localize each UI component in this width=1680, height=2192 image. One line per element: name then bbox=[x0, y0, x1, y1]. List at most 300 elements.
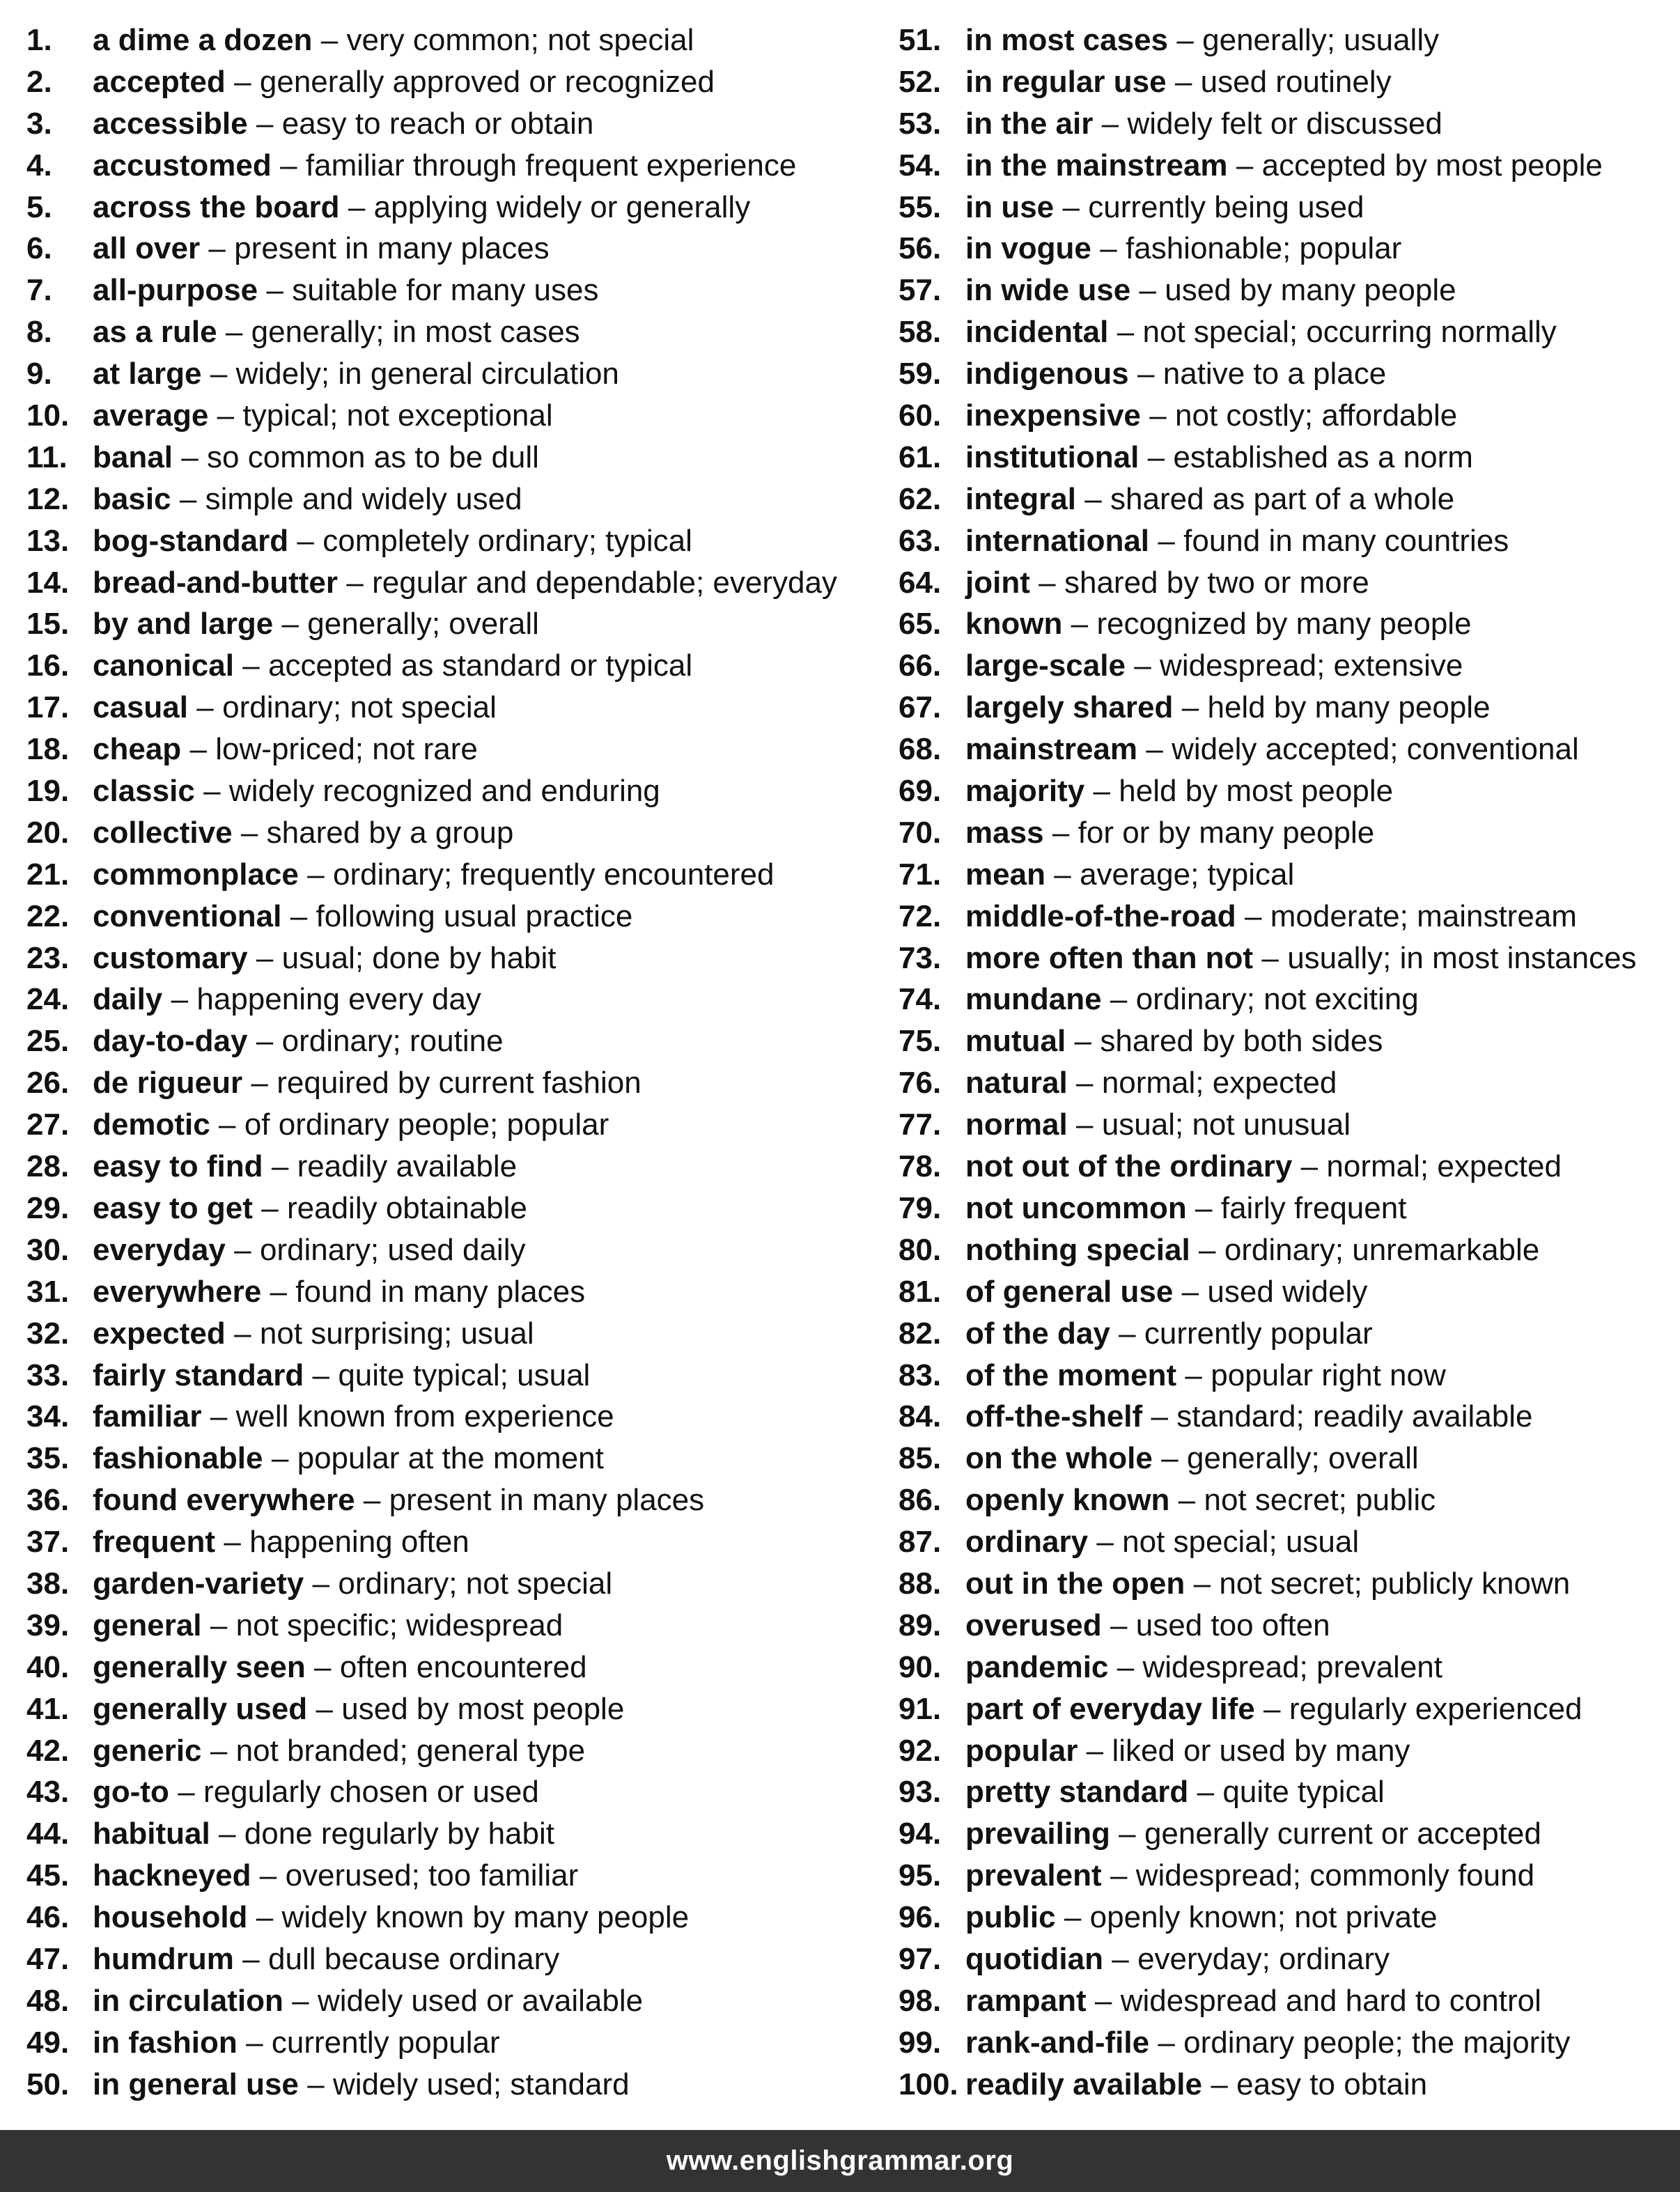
list-item bbox=[26, 1688, 883, 1730]
list-item bbox=[899, 1647, 1672, 1688]
item-number: 26. bbox=[26, 1066, 70, 1101]
item-dash: – bbox=[1195, 1190, 1213, 1225]
item-term: at large bbox=[93, 357, 202, 391]
list-item bbox=[899, 20, 1672, 61]
list-item bbox=[26, 1188, 883, 1229]
item-term: in general use bbox=[93, 2067, 299, 2101]
item-term: demotic bbox=[93, 1107, 210, 1142]
list-item bbox=[899, 1813, 1672, 1855]
list-item bbox=[899, 1396, 1672, 1438]
item-number: 15. bbox=[26, 607, 70, 642]
item-term: expected bbox=[93, 1316, 226, 1351]
item-definition: often encountered bbox=[339, 1649, 587, 1684]
list-item bbox=[26, 729, 883, 770]
item-term: in regular use bbox=[965, 64, 1167, 99]
item-dash: – bbox=[1151, 1399, 1168, 1434]
item-definition: so common as to be dull bbox=[207, 440, 539, 474]
item-term: de rigueur bbox=[93, 1066, 243, 1101]
item-definition: completely ordinary; typical bbox=[322, 523, 692, 558]
list-item bbox=[26, 1271, 883, 1313]
item-term: mutual bbox=[965, 1024, 1066, 1059]
item-number: 77. bbox=[899, 1107, 942, 1142]
list-item bbox=[899, 479, 1672, 520]
item-number: 60. bbox=[899, 398, 942, 433]
item-term: large-scale bbox=[965, 648, 1126, 683]
item-number: 79. bbox=[899, 1190, 942, 1225]
list-column-left bbox=[26, 20, 883, 2106]
item-dash: – bbox=[312, 1566, 330, 1601]
item-definition: widely recognized and enduring bbox=[228, 774, 660, 809]
item-dash: – bbox=[1146, 732, 1163, 767]
item-dash: – bbox=[346, 565, 364, 600]
item-term: general bbox=[93, 1608, 202, 1642]
item-number: 27. bbox=[26, 1107, 70, 1142]
item-definition: quite typical; usual bbox=[338, 1358, 591, 1392]
list-item bbox=[26, 562, 883, 604]
item-term: easy to get bbox=[93, 1190, 253, 1225]
item-number: 32. bbox=[26, 1316, 70, 1351]
item-term: basic bbox=[93, 481, 171, 516]
list-item bbox=[26, 145, 883, 187]
item-number: 12. bbox=[26, 481, 70, 516]
item-dash: – bbox=[1110, 1858, 1128, 1893]
item-term: household bbox=[93, 1900, 248, 1935]
item-term: commonplace bbox=[93, 857, 299, 892]
item-definition: ordinary; frequently encountered bbox=[332, 857, 775, 892]
item-term: incidental bbox=[965, 315, 1109, 350]
item-number: 24. bbox=[26, 982, 70, 1017]
item-definition: well known from experience bbox=[235, 1399, 614, 1434]
item-term: of the moment bbox=[965, 1358, 1177, 1392]
item-definition: generally; overall bbox=[307, 607, 539, 642]
footer-url[interactable]: www.englishgrammar.org bbox=[666, 2145, 1014, 2176]
item-term: rampant bbox=[965, 1983, 1087, 2018]
item-term: known bbox=[965, 607, 1063, 642]
item-dash: – bbox=[1076, 1066, 1094, 1101]
item-term: customary bbox=[93, 940, 248, 975]
item-number: 59. bbox=[899, 357, 942, 391]
item-definition: required by current fashion bbox=[277, 1066, 641, 1101]
item-definition: ordinary people; the majority bbox=[1183, 2025, 1571, 2060]
list-item bbox=[899, 1563, 1672, 1605]
item-number: 73. bbox=[899, 940, 942, 975]
item-dash: – bbox=[314, 1649, 332, 1684]
list-item bbox=[899, 812, 1672, 854]
item-definition: widespread and hard to control bbox=[1120, 1983, 1541, 2018]
item-number: 84. bbox=[899, 1399, 942, 1434]
item-term: openly known bbox=[965, 1483, 1170, 1518]
item-dash: – bbox=[1117, 315, 1135, 350]
list-item bbox=[899, 1271, 1672, 1313]
item-number: 44. bbox=[26, 1817, 70, 1851]
list-item bbox=[899, 103, 1672, 145]
item-dash: – bbox=[316, 1691, 333, 1726]
item-dash: – bbox=[196, 690, 214, 725]
item-number: 43. bbox=[26, 1775, 70, 1810]
item-definition: standard; readily available bbox=[1176, 1399, 1533, 1434]
list-item bbox=[26, 645, 883, 687]
item-dash: – bbox=[271, 1441, 289, 1476]
item-number: 30. bbox=[26, 1232, 70, 1267]
list-item bbox=[26, 938, 883, 979]
list-item bbox=[26, 2022, 883, 2064]
item-number: 92. bbox=[899, 1733, 942, 1768]
item-dash: – bbox=[290, 899, 308, 933]
item-number: 11. bbox=[26, 440, 68, 474]
item-dash: – bbox=[242, 648, 260, 683]
item-definition: widely; in general circulation bbox=[235, 357, 619, 391]
item-term: casual bbox=[93, 690, 188, 725]
list-item bbox=[26, 1647, 883, 1688]
item-number: 41. bbox=[26, 1691, 70, 1726]
item-definition: regularly chosen or used bbox=[203, 1775, 539, 1810]
item-dash: – bbox=[181, 440, 199, 474]
item-number: 70. bbox=[899, 815, 942, 850]
item-term: mundane bbox=[965, 982, 1102, 1017]
item-definition: fashionable; popular bbox=[1126, 231, 1402, 266]
item-dash: – bbox=[256, 106, 274, 141]
item-definition: liked or used by many bbox=[1112, 1733, 1410, 1768]
item-term: middle-of-the-road bbox=[965, 899, 1236, 933]
item-definition: regularly experienced bbox=[1289, 1691, 1582, 1726]
list-item bbox=[26, 1938, 883, 1980]
item-number: 14. bbox=[26, 565, 70, 600]
item-term: mass bbox=[965, 815, 1044, 850]
list-item bbox=[899, 854, 1672, 896]
list-item bbox=[26, 1605, 883, 1647]
list-item bbox=[26, 1355, 883, 1397]
item-definition: following usual practice bbox=[316, 899, 633, 933]
item-dash: – bbox=[210, 1733, 228, 1768]
list-item bbox=[899, 729, 1672, 770]
item-term: out in the open bbox=[965, 1566, 1185, 1601]
item-dash: – bbox=[363, 1483, 381, 1518]
item-term: accustomed bbox=[93, 148, 272, 182]
item-term: in fashion bbox=[93, 2025, 238, 2060]
item-number: 85. bbox=[899, 1441, 942, 1476]
item-term: daily bbox=[93, 982, 163, 1017]
list-item bbox=[899, 603, 1672, 645]
item-number: 23. bbox=[26, 940, 70, 975]
item-definition: regular and dependable; everyday bbox=[372, 565, 837, 600]
item-definition: everyday; ordinary bbox=[1137, 1941, 1390, 1976]
item-number: 94. bbox=[899, 1817, 942, 1851]
item-term: frequent bbox=[93, 1525, 215, 1560]
item-dash: – bbox=[1052, 815, 1070, 850]
item-number: 51. bbox=[899, 23, 942, 57]
item-number: 74. bbox=[899, 982, 942, 1017]
list-item bbox=[26, 1521, 883, 1563]
item-definition: for or by many people bbox=[1078, 815, 1375, 850]
item-number: 48. bbox=[26, 1983, 70, 2018]
item-definition: not secret; publicly known bbox=[1219, 1566, 1571, 1601]
item-definition: not secret; public bbox=[1204, 1483, 1436, 1518]
item-number: 40. bbox=[26, 1649, 70, 1684]
item-number: 13. bbox=[26, 523, 70, 558]
item-definition: widely used; standard bbox=[333, 2067, 630, 2101]
item-dash: – bbox=[1197, 1775, 1215, 1810]
item-term: classic bbox=[93, 774, 195, 809]
list-item bbox=[899, 1688, 1672, 1730]
item-dash: – bbox=[1117, 1649, 1135, 1684]
item-number: 87. bbox=[899, 1525, 942, 1560]
list-item bbox=[899, 1730, 1672, 1772]
item-definition: popular right now bbox=[1211, 1358, 1446, 1392]
item-term: everyday bbox=[93, 1232, 226, 1267]
item-term: normal bbox=[965, 1107, 1068, 1142]
list-item bbox=[26, 1479, 883, 1521]
item-number: 53. bbox=[899, 106, 942, 141]
item-number: 90. bbox=[899, 1649, 942, 1684]
item-definition: not surprising; usual bbox=[259, 1316, 534, 1351]
item-term: in circulation bbox=[93, 1983, 283, 2018]
item-definition: quite typical bbox=[1222, 1775, 1385, 1810]
item-dash: – bbox=[1110, 982, 1128, 1017]
item-definition: dull because ordinary bbox=[268, 1941, 560, 1976]
item-dash: – bbox=[1181, 690, 1199, 725]
list-item bbox=[899, 437, 1672, 479]
item-dash: – bbox=[1261, 940, 1279, 975]
list-item bbox=[26, 1980, 883, 2022]
list-item bbox=[26, 1229, 883, 1271]
item-number: 38. bbox=[26, 1566, 70, 1601]
item-dash: – bbox=[1076, 1107, 1094, 1142]
item-dash: – bbox=[240, 815, 258, 850]
item-dash: – bbox=[219, 1817, 236, 1851]
item-dash: – bbox=[280, 148, 297, 182]
item-definition: normal; expected bbox=[1101, 1066, 1337, 1101]
list-item bbox=[899, 1855, 1672, 1897]
item-number: 1. bbox=[26, 23, 52, 57]
item-dash: – bbox=[1112, 1941, 1129, 1976]
item-definition: usual; done by habit bbox=[281, 940, 557, 975]
item-dash: – bbox=[1039, 565, 1056, 600]
list-item bbox=[899, 896, 1672, 938]
item-term: mean bbox=[965, 857, 1045, 892]
item-definition: ordinary; unremarkable bbox=[1224, 1232, 1540, 1267]
item-term: day-to-day bbox=[93, 1024, 248, 1059]
list-item bbox=[899, 311, 1672, 353]
item-definition: ordinary; not special bbox=[222, 690, 497, 725]
item-dash: – bbox=[224, 1525, 241, 1560]
item-number: 52. bbox=[899, 64, 942, 99]
item-definition: generally; in most cases bbox=[251, 315, 580, 350]
item-dash: – bbox=[1185, 1358, 1202, 1392]
item-term: generic bbox=[93, 1733, 202, 1768]
item-dash: – bbox=[1054, 857, 1071, 892]
item-number: 62. bbox=[899, 481, 942, 516]
item-term: natural bbox=[965, 1066, 1068, 1101]
item-number: 69. bbox=[899, 774, 942, 809]
item-term: popular bbox=[965, 1733, 1078, 1768]
list-item bbox=[899, 1771, 1672, 1813]
item-term: humdrum bbox=[93, 1941, 234, 1976]
item-number: 28. bbox=[26, 1149, 70, 1184]
list-item bbox=[26, 20, 883, 61]
list-column-right bbox=[899, 20, 1672, 2106]
item-dash: – bbox=[1101, 106, 1119, 141]
item-number: 7. bbox=[26, 273, 52, 308]
list-item bbox=[899, 1146, 1672, 1188]
list-item bbox=[899, 938, 1672, 979]
item-definition: found in many places bbox=[295, 1274, 586, 1309]
item-term: public bbox=[965, 1900, 1056, 1935]
item-dash: – bbox=[1193, 1566, 1211, 1601]
item-definition: shared by two or more bbox=[1064, 565, 1369, 600]
item-number: 29. bbox=[26, 1190, 70, 1225]
item-dash: – bbox=[1199, 1232, 1216, 1267]
item-number: 39. bbox=[26, 1608, 70, 1642]
item-number: 54. bbox=[899, 148, 942, 182]
item-number: 50. bbox=[26, 2067, 70, 2101]
item-term: in the air bbox=[965, 106, 1094, 141]
item-number: 22. bbox=[26, 899, 70, 933]
item-term: accepted bbox=[93, 64, 226, 99]
item-number: 65. bbox=[899, 607, 942, 642]
item-term: accessible bbox=[93, 106, 248, 141]
item-term: fairly standard bbox=[93, 1358, 304, 1392]
item-dash: – bbox=[242, 1941, 260, 1976]
item-term: prevalent bbox=[965, 1858, 1102, 1893]
item-definition: very common; not special bbox=[346, 23, 694, 57]
item-term: all-purpose bbox=[93, 273, 258, 308]
item-dash: – bbox=[1062, 189, 1080, 224]
item-definition: not special; occurring normally bbox=[1142, 315, 1557, 350]
list-item bbox=[26, 979, 883, 1020]
item-definition: normal; expected bbox=[1326, 1149, 1562, 1184]
item-definition: happening often bbox=[249, 1525, 469, 1560]
item-definition: native to a place bbox=[1162, 357, 1387, 391]
item-term: as a rule bbox=[93, 315, 217, 350]
item-number: 99. bbox=[899, 2025, 942, 2060]
item-definition: generally current or accepted bbox=[1144, 1817, 1541, 1851]
list-item bbox=[26, 1438, 883, 1479]
item-definition: usually; in most instances bbox=[1287, 940, 1637, 975]
item-number: 46. bbox=[26, 1900, 70, 1935]
item-term: bread-and-butter bbox=[93, 565, 338, 600]
item-definition: widespread; commonly found bbox=[1135, 1858, 1535, 1893]
item-definition: not special; usual bbox=[1122, 1525, 1360, 1560]
item-definition: readily obtainable bbox=[286, 1190, 527, 1225]
item-number: 20. bbox=[26, 815, 70, 850]
item-term: fashionable bbox=[93, 1441, 263, 1476]
list-item bbox=[26, 1020, 883, 1062]
item-number: 68. bbox=[899, 732, 942, 767]
item-dash: – bbox=[210, 1608, 228, 1642]
item-number: 3. bbox=[26, 106, 52, 141]
item-dash: – bbox=[271, 1149, 289, 1184]
item-term: institutional bbox=[965, 440, 1140, 474]
item-dash: – bbox=[234, 1316, 251, 1351]
item-dash: – bbox=[171, 982, 189, 1017]
item-number: 83. bbox=[899, 1358, 942, 1392]
item-dash: – bbox=[1064, 1900, 1082, 1935]
item-definition: generally; usually bbox=[1202, 23, 1440, 57]
list-item bbox=[26, 1313, 883, 1355]
item-definition: ordinary; not special bbox=[338, 1566, 613, 1601]
item-definition: widely known by many people bbox=[281, 1900, 690, 1935]
item-dash: – bbox=[1158, 523, 1175, 558]
item-number: 97. bbox=[899, 1941, 942, 1976]
item-definition: popular at the moment bbox=[297, 1441, 604, 1476]
item-term: mainstream bbox=[965, 732, 1138, 767]
item-definition: accepted as standard or typical bbox=[268, 648, 693, 683]
list-item bbox=[899, 1438, 1672, 1479]
item-dash: – bbox=[307, 2067, 325, 2101]
list-item bbox=[899, 61, 1672, 103]
item-number: 21. bbox=[26, 857, 70, 892]
item-definition: low-priced; not rare bbox=[215, 732, 478, 767]
item-definition: accepted by most people bbox=[1261, 148, 1603, 182]
item-term: in the mainstream bbox=[965, 148, 1228, 182]
item-number: 57. bbox=[899, 273, 942, 308]
item-definition: shared as part of a whole bbox=[1110, 481, 1455, 516]
list-item bbox=[899, 1104, 1672, 1146]
list-item bbox=[899, 1229, 1672, 1271]
item-definition: used by most people bbox=[341, 1691, 625, 1726]
item-dash: – bbox=[1084, 481, 1102, 516]
item-dash: – bbox=[210, 357, 228, 391]
list-item bbox=[26, 854, 883, 896]
item-dash: – bbox=[1158, 2025, 1175, 2060]
item-dash: – bbox=[1211, 2067, 1228, 2101]
item-number: 89. bbox=[899, 1608, 942, 1642]
item-term: canonical bbox=[93, 648, 234, 683]
item-definition: ordinary; routine bbox=[281, 1024, 504, 1059]
item-definition: recognized by many people bbox=[1096, 607, 1472, 642]
item-definition: not costly; affordable bbox=[1175, 398, 1458, 433]
item-dash: – bbox=[266, 273, 283, 308]
list-item bbox=[26, 1146, 883, 1188]
item-term: by and large bbox=[93, 607, 274, 642]
item-dash: – bbox=[348, 189, 366, 224]
item-term: pandemic bbox=[965, 1649, 1109, 1684]
item-term: majority bbox=[965, 774, 1085, 809]
list-item bbox=[899, 1938, 1672, 1980]
list-item bbox=[899, 353, 1672, 395]
item-dash: – bbox=[189, 732, 207, 767]
item-number: 75. bbox=[899, 1024, 942, 1059]
item-term: go-to bbox=[93, 1775, 169, 1810]
item-dash: – bbox=[281, 607, 299, 642]
item-number: 82. bbox=[899, 1316, 942, 1351]
item-dash: – bbox=[1074, 1024, 1092, 1059]
item-definition: readily available bbox=[297, 1149, 518, 1184]
item-dash: – bbox=[1149, 398, 1167, 433]
item-definition: ordinary; used daily bbox=[259, 1232, 526, 1267]
item-definition: done regularly by habit bbox=[244, 1817, 554, 1851]
item-term: familiar bbox=[93, 1399, 202, 1434]
item-definition: used widely bbox=[1207, 1274, 1368, 1309]
item-term: banal bbox=[93, 440, 173, 474]
item-term: all over bbox=[93, 231, 201, 266]
list-item bbox=[26, 520, 883, 562]
item-dash: – bbox=[234, 1232, 251, 1267]
item-term: readily available bbox=[965, 2067, 1202, 2101]
item-dash: – bbox=[217, 398, 235, 433]
item-dash: – bbox=[1137, 357, 1155, 391]
item-dash: – bbox=[1174, 64, 1192, 99]
list-item bbox=[26, 311, 883, 353]
item-number: 100. bbox=[899, 2067, 958, 2101]
item-term: pretty standard bbox=[965, 1775, 1189, 1810]
item-number: 47. bbox=[26, 1941, 70, 1976]
list-item bbox=[899, 1062, 1672, 1104]
item-number: 72. bbox=[899, 899, 942, 933]
item-definition: generally; overall bbox=[1187, 1441, 1419, 1476]
item-definition: used too often bbox=[1135, 1608, 1330, 1642]
list-item bbox=[899, 1521, 1672, 1563]
